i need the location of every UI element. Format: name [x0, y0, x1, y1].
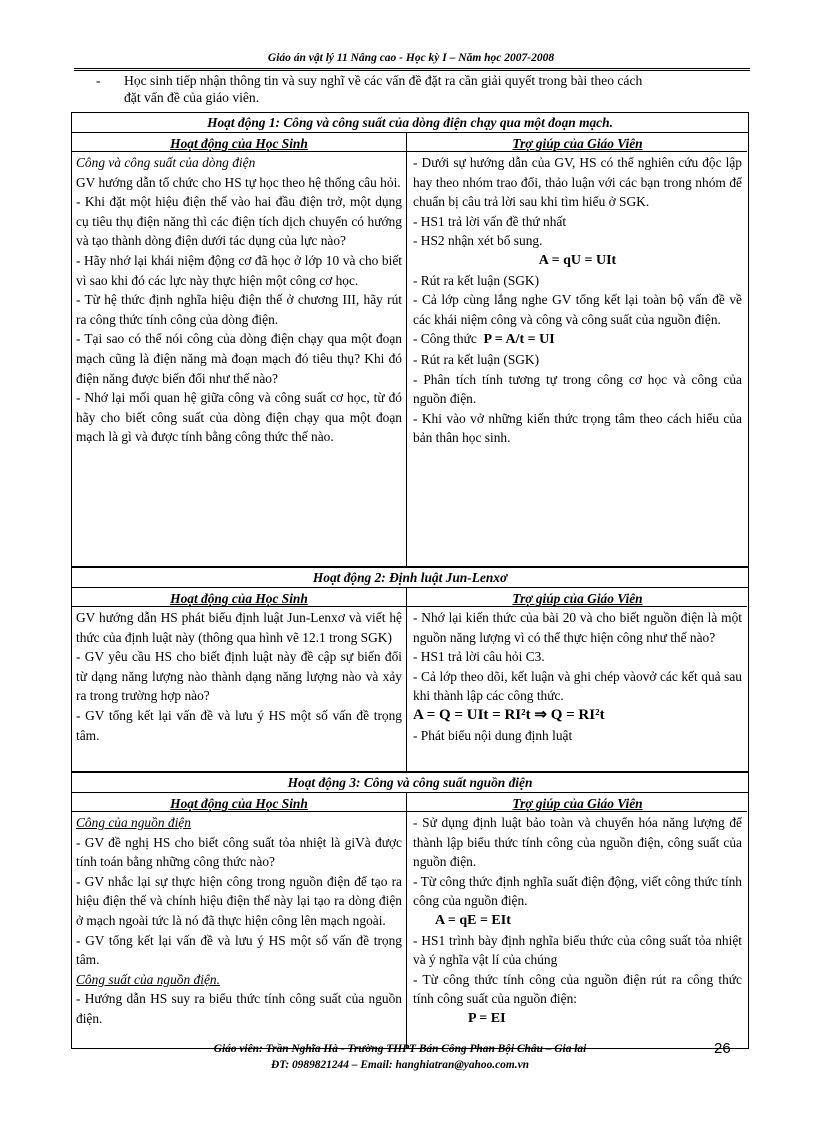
paragraph: - Khi đặt một hiệu điện thế vào hai đầu điện trở, một dụng cụ tiêu thụ điện năng thì các điện tích dịch chuyển có hướng và tạo thành dòng điện dưới tác dụng của lực nào? — [76, 194, 402, 249]
paragraph: - HS1 trình bày định nghĩa biểu thức của công suất tỏa nhiệt và ý nghĩa vật lí của chúng — [413, 932, 742, 968]
paragraph: - HS2 nhận xét bổ sung. — [413, 233, 543, 249]
activity-table — [71, 112, 749, 1049]
paragraph: - GV tổng kết lại vấn đề và lưu ý HS một số vấn đề trọng tâm. — [76, 932, 402, 968]
formula-work: A = qU = UIt — [538, 252, 617, 268]
paragraph: - Hãy nhớ lại khái niệm động cơ đã học ở lớp 10 và cho biết vì sao khi đó các lực này thực hiện một công cơ học. — [76, 252, 402, 288]
section-title-3: Hoạt động 3: Công và công suất nguồn điện — [72, 771, 748, 793]
teacher-column-header: Trợ giúp của Giáo Viên — [407, 133, 747, 152]
footer-contact: ĐT: 0989821244 – Email: hanghiatran@yahoo.com.vn — [271, 1059, 529, 1071]
paragraph: - HS1 trả lời vấn đề thứ nhất — [413, 213, 567, 229]
student-column-header: Hoạt động của Học Sinh — [72, 588, 407, 607]
subheading: Công của nguồn điện — [76, 815, 191, 830]
paragraph: - Nhớ lại kiến thức của bài 20 và cho biết nguồn điện là một nguồn năng lượng vì có thể thực hiện công như thế nào? — [413, 610, 742, 645]
teacher-column-header: Trợ giúp của Giáo Viên — [407, 588, 747, 607]
paragraph — [413, 329, 742, 350]
paragraph: - Khi vào vở những kiến thức trọng tâm theo cách hiểu của bản thân học sinh. — [413, 410, 742, 446]
formula-power: P = A/t = UI — [483, 332, 555, 348]
student-activities-3 — [72, 812, 407, 1048]
column-headers-2 — [72, 588, 748, 607]
teacher-support-2 — [407, 607, 747, 771]
paragraph: - HS1 trả lời câu hỏi C3. — [413, 649, 545, 665]
paragraph: - Hướng dẫn HS suy ra biểu thức tính công suất của nguồn điện. — [76, 991, 402, 1026]
student-activities-1 — [72, 152, 407, 566]
section-body-1 — [72, 152, 748, 566]
paragraph: - Tại sao có thể nói công của dòng điện chạy qua một đoạn mạch cũng là điện năng mà đoạn mạch đó tiêu thụ? Khi đó điện năng được biến đổi như thế nào? — [76, 331, 402, 386]
paragraph: - Từ công thức tính công của nguồn điện rút ra công thức tính công suất của nguồn điện: — [413, 971, 742, 1007]
header-rule — [74, 68, 750, 71]
footer-author: Giáo viên: Trần Nghĩa Hà - Trường THPT Bán Công Phan Bội Châu – Gia lai — [213, 1043, 587, 1055]
student-column-header: Hoạt động của Học Sinh — [72, 793, 407, 812]
student-column-header: Hoạt động của Học Sinh — [72, 133, 407, 152]
page-header: Giáo án vật lý 11 Nâng cao - Học kỳ I – Năm học 2007-2008 — [267, 52, 555, 64]
section-body-2 — [72, 607, 748, 771]
formula-label: - Công thức — [413, 331, 477, 347]
paragraph: - Sử dụng định luật bảo toàn và chuyển hóa năng lượng để thành lập biểu thức tính công của nguồn điện, công suất của nguồn điện. — [413, 815, 742, 870]
paragraph: - Cả lớp cùng lắng nghe GV tổng kết lại toàn bộ vấn đề về các khái niệm công và công và công suất của nguồn điện. — [413, 292, 742, 327]
teacher-column-header: Trợ giúp của Giáo Viên — [407, 793, 747, 812]
teacher-support-3 — [407, 812, 747, 1048]
formula-source-work: A = qE = EIt — [435, 912, 511, 928]
teacher-support-1 — [407, 152, 747, 566]
intro-line-2: đặt vấn đề của giáo viên. — [124, 90, 260, 105]
subheading: Công và công suất của dòng điện — [76, 155, 256, 170]
paragraph: GV hướng dẫn HS phát biểu định luật Jun-Lenxơ và viết hệ thức của định luật này (thông qua hình vẽ 12.1 trong SGK) — [76, 610, 402, 645]
paragraph: - GV yêu cầu HS cho biết định luật này đề cập sự biến đổi từ dạng năng lượng nào thành dạng năng lượng nào và xảy ra trong trường hợp nào? — [76, 649, 402, 704]
student-activities-2 — [72, 607, 407, 771]
paragraph: - Phân tích tính tương tự trong công cơ học và công của nguồn điện. — [413, 371, 742, 407]
paragraph: - Cả lớp theo dõi, kết luận và ghi chép vàovở các kết quả sau khi thành lập các công thức. — [413, 668, 742, 704]
paragraph: GV hướng dẫn tổ chức cho HS tự học theo hệ thống câu hỏi. — [76, 174, 401, 190]
paragraph: - Nhớ lại mối quan hệ giữa công và công suất cơ học, từ đó hãy cho biết công suất của dòng điện chạy qua một đoạn mạch là gì và được tính bằng công thức thế nào. — [76, 390, 402, 445]
column-headers-3 — [72, 793, 748, 812]
intro-line-1: Học sinh tiếp nhận thông tin và suy nghĩ về các vấn đề đặt ra cần giải quyết trong bài theo cách — [124, 73, 643, 88]
intro-paragraph — [96, 72, 740, 106]
column-headers-1 — [72, 133, 748, 152]
paragraph: - Từ hệ thức định nghĩa hiệu điện thế ở chương III, hãy rút ra công thức tính công của dòng điện. — [76, 292, 402, 327]
paragraph: - Rút ra kết luận (SGK) — [413, 351, 540, 367]
paragraph: - Rút ra kết luận (SGK) — [413, 272, 540, 288]
formula-joule: A = Q = UIt = RI²t ⇒ Q = RI²t — [413, 706, 605, 723]
section-body-3 — [72, 812, 748, 1048]
intro-bullet: - — [96, 73, 101, 88]
paragraph: - GV đề nghị HS cho biết công suất tỏa nhiệt là giVà được tính toán bằng những công thức nào? — [76, 834, 402, 870]
paragraph: - Từ công thức định nghĩa suất điện động, viết công thức tính công của nguồn điện. — [413, 873, 742, 909]
section-title-1: Hoạt động 1: Công và công suất của dòng điện chạy qua một đoạn mạch. — [72, 113, 748, 133]
paragraph: - GV nhắc lại sự thực hiện công trong nguồn điện để tạo ra hiệu điện thế và chính hiệu điện thế này lại tạo ra dòng điện ở mạch ngoài tức là nó đã thực hiện công lên mạch ngoài. — [76, 873, 402, 928]
formula-source-power: P = EI — [468, 1010, 506, 1026]
section-title-2: Hoạt động 2: Định luật Jun-Lenxơ — [72, 566, 748, 588]
paragraph: - GV tổng kết lại vấn đề và lưu ý HS một số vấn đề trọng tâm. — [76, 707, 402, 743]
page-number: 26 — [714, 1040, 731, 1057]
paragraph: - Phát biểu nội dung định luật — [413, 727, 573, 743]
paragraph: - Dưới sự hướng dẫn của GV, HS có thể nghiên cứu độc lập hay theo nhóm trao đổi, thảo luận với các bạn trong nhóm để chuẩn bị câu trả lời sau khi tìm hiểu ở SGK. — [413, 155, 742, 210]
subheading: Công suất của nguồn điện. — [76, 971, 220, 987]
